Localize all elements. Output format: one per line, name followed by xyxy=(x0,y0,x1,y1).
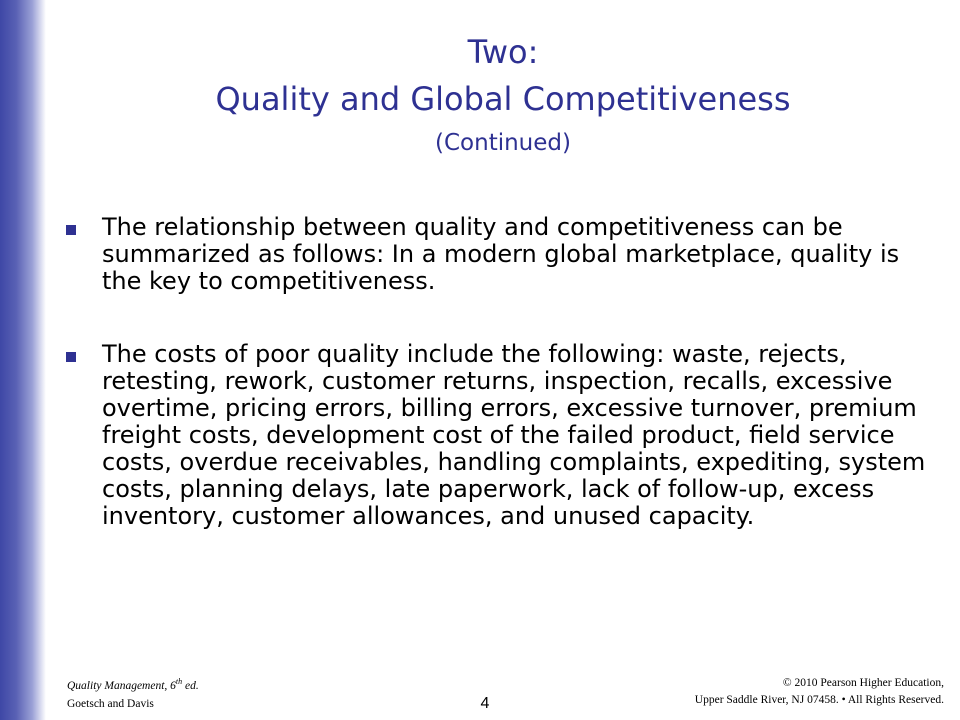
square-bullet-icon xyxy=(66,352,76,362)
footer-authors: Goetsch and Davis xyxy=(67,698,154,710)
decorative-side-gradient xyxy=(0,0,46,720)
title-line-continued: (Continued) xyxy=(435,130,571,156)
copyright-line: © 2010 Pearson Higher Education, xyxy=(782,677,944,689)
copyright-line: Upper Saddle River, NJ 07458. • All Rights Reserved. xyxy=(694,694,944,706)
bullet-item xyxy=(56,341,930,530)
footer-book-title: Quality Management, 6th ed. xyxy=(67,677,199,692)
footer-copyright xyxy=(695,675,944,709)
title-line-chapter: Two: xyxy=(467,33,539,71)
bullet-text: The costs of poor quality include the following: waste, rejects, retesting, rework, customer returns, inspection, recalls, excessive overtime, pricing errors, billing errors, excessive turnover, premium freight costs, development cost of the failed product, field service costs, overdue receivables, handling complaints, expediting, system costs, planning delays, late paperwork, lack of follow-up, excess inventory, customer allowances, and unused capacity. xyxy=(102,340,926,530)
bullet-list xyxy=(56,214,930,530)
square-bullet-icon xyxy=(66,225,76,235)
title-line-topic: Quality and Global Competitiveness xyxy=(215,80,791,118)
bullet-text: The relationship between quality and competitiveness can be summarized as follows: In a modern global marketplace, quality is the key to competitiveness. xyxy=(102,213,900,295)
page-number: 4 xyxy=(480,695,490,712)
bullet-item xyxy=(56,214,930,295)
